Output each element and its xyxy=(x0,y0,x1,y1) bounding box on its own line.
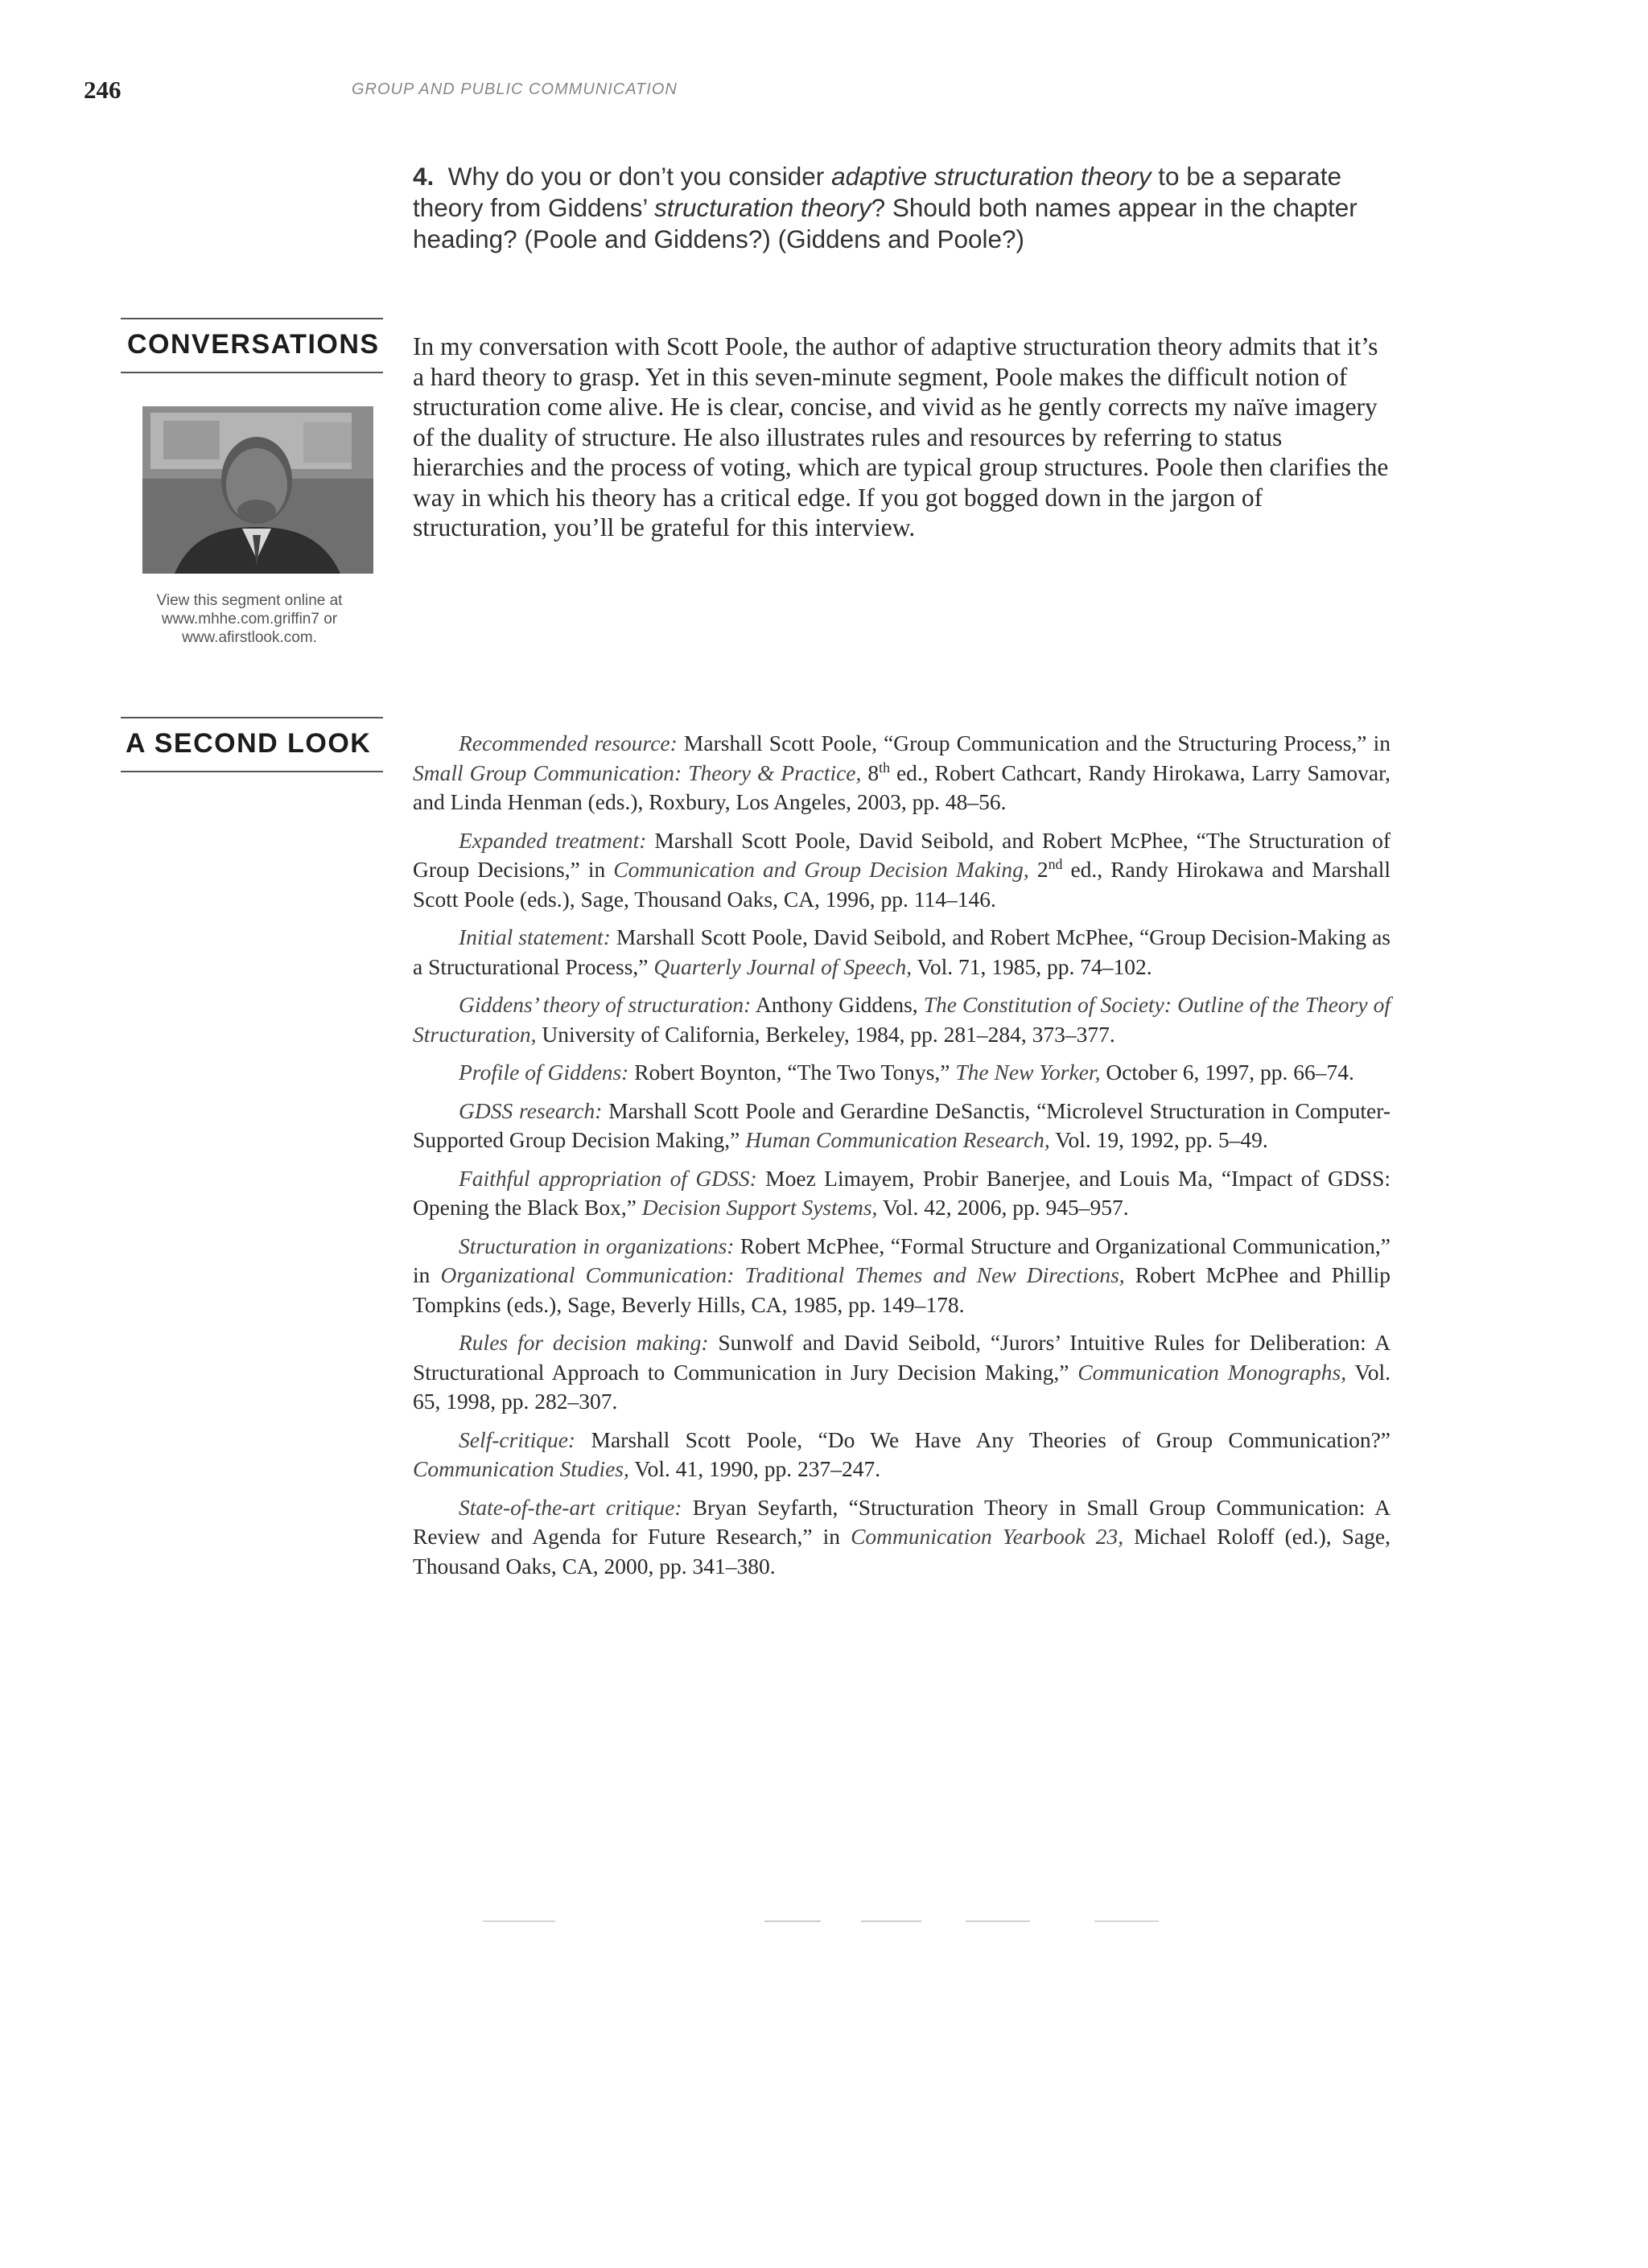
reference-text: Marshall Scott Poole, David Seibold, and Robert McPhee, “Group Decision-Making as a Structurational Process,” xyxy=(413,924,1390,979)
running-head: GROUP AND PUBLIC COMMUNICATION xyxy=(352,80,678,98)
reference-label: Rules for decision making: xyxy=(459,1330,709,1355)
reference-entry xyxy=(413,990,1390,1049)
question-term-b: structuration theory xyxy=(653,193,871,222)
reference-label: Faithful appropriation of GDSS: xyxy=(459,1165,757,1191)
reference-entry xyxy=(413,1232,1390,1320)
reference-entry xyxy=(413,923,1390,982)
reference-text: ed., Robert Cathcart, Randy Hirokawa, Larry Samovar, and Linda Henman (eds.), Roxbury, Los Angeles, 2003, pp. 48–56. xyxy=(413,759,1390,814)
reference-source-title: Organizational Communication: Traditional Themes and New Directions, xyxy=(440,1262,1125,1287)
reference-entry xyxy=(413,1328,1390,1417)
reference-text: Marshall Scott Poole and Gerardine DeSanctis, “Microlevel Structuration in Computer-Supported Group Decision Making,” xyxy=(413,1097,1390,1152)
reference-label: Structuration in organizations: xyxy=(459,1233,735,1258)
question-text-c: ? Should both names appear in the chapter heading? (Poole and Giddens?) (Giddens and Poole?) xyxy=(413,193,1358,253)
reference-entry xyxy=(413,1097,1390,1155)
reference-label: State-of-the-art critique: xyxy=(459,1494,682,1520)
discussion-question xyxy=(413,161,1390,255)
reference-source-title: Communication Monographs, xyxy=(1077,1359,1347,1385)
reference-source-title: The New Yorker, xyxy=(955,1060,1101,1085)
reference-label: Expanded treatment: xyxy=(459,827,647,853)
reference-superscript: nd xyxy=(1048,855,1063,872)
reference-source-title: Human Communication Research, xyxy=(745,1127,1050,1152)
reference-text: Marshall Scott Poole, “Group Communication and the Structuring Process,” in xyxy=(677,731,1390,755)
reference-text: October 6, 1997, pp. 66–74. xyxy=(1100,1060,1354,1085)
reference-text: Vol. 19, 1992, pp. 5–49. xyxy=(1049,1127,1268,1152)
reference-source-title: Communication and Group Decision Making, xyxy=(613,857,1029,882)
photo-caption: View this segment online at www.mhhe.com.griffin7 or www.afirstlook.com. xyxy=(156,592,343,646)
reference-text: University of California, Berkeley, 1984, pp. 281–284, 373–377. xyxy=(536,1021,1115,1047)
conversations-body: In my conversation with Scott Poole, the author of adaptive structuration theory admits that it’s a hard theory to grasp. Yet in this seven-minute segment, Poole makes the difficult notion of structuration come alive. He is clear, concise, and vivid as he gently corrects my naïve imagery of the duality of structure. He also illustrates rules and resources by referring to status hierarchies and the process of voting, which are typical group structures. Poole then clarifies the way in which his theory has a critical edge. If you got bogged down in the jargon of structuration, you’ll be grateful for this interview. xyxy=(413,332,1389,541)
reference-label: Recommended resource: xyxy=(459,731,678,755)
reference-text: Robert McPhee, “Formal Structure and Organizational Communication,” in xyxy=(413,1233,1390,1287)
conversations-heading: CONVERSATIONS xyxy=(121,318,383,373)
portrait-illustration xyxy=(142,406,373,574)
reference-source-title: Quarterly Journal of Speech, xyxy=(653,953,913,979)
reference-text: Moez Limayem, Probir Banerjee, and Louis Ma, “Impact of GDSS: Opening the Black Box,” xyxy=(413,1165,1390,1220)
question-text-a: Why do you or don’t you consider xyxy=(447,162,832,191)
reference-source-title: Decision Support Systems, xyxy=(641,1195,878,1220)
reference-label: Giddens’ theory of structuration: xyxy=(459,992,752,1017)
reference-label: Initial statement: xyxy=(459,924,611,949)
question-term-a: adaptive structuration theory xyxy=(831,162,1152,191)
reference-text: Bryan Seyfarth, “Structuration Theory in Small Group Communication: A Review and Agenda for Future Research,” in xyxy=(413,1494,1390,1549)
reference-entry xyxy=(413,826,1390,915)
second-look-heading: A SECOND LOOK xyxy=(121,717,383,772)
reference-text: Anthony Giddens, xyxy=(751,992,924,1017)
reference-text: Michael Roloff (ed.), Sage, Thousand Oaks, CA, 2000, pp. 341–380. xyxy=(413,1524,1391,1579)
reference-label: Profile of Giddens: xyxy=(459,1060,629,1085)
reference-entry xyxy=(413,1426,1390,1484)
reference-superscript: th xyxy=(879,759,891,776)
question-text-b: to be a separate theory from Giddens’ xyxy=(413,162,1341,222)
reference-text: Vol. 71, 1985, pp. 74–102. xyxy=(912,953,1152,979)
reference-source-title: The Constitution of Society: Outline of the Theory of Structuration, xyxy=(413,992,1391,1047)
interview-photo[interactable] xyxy=(142,406,373,574)
reference-source-title: Communication Yearbook 23, xyxy=(851,1524,1124,1549)
reference-text: Robert Boynton, “The Two Tonys,” xyxy=(628,1060,956,1085)
reference-text: Marshall Scott Poole, “Do We Have Any Theories of Group Communication?” xyxy=(575,1426,1390,1452)
page-number: 246 xyxy=(84,76,122,104)
reference-entry xyxy=(413,1058,1390,1088)
reference-text: Sunwolf and David Seibold, “Jurors’ Intuitive Rules for Deliberation: A Structurational Approach to Communication in Jury Decision Making,” xyxy=(413,1330,1390,1385)
reference-text: Robert McPhee and Phillip Tompkins (eds.), Sage, Beverly Hills, CA, 1985, pp. 149–178. xyxy=(413,1262,1390,1317)
reference-list xyxy=(413,729,1390,1590)
reference-source-title: Small Group Communication: Theory & Practice, xyxy=(413,759,862,785)
reference-text: Marshall Scott Poole, David Seibold, and Robert McPhee, “The Structuration of Group Decisions,” in xyxy=(413,827,1390,882)
question-number: 4. xyxy=(413,162,435,191)
reference-entry xyxy=(413,729,1390,817)
reference-entry xyxy=(413,1493,1390,1582)
reference-text: ed., Randy Hirokawa and Marshall Scott Poole (eds.), Sage, Thousand Oaks, CA, 1996, pp. 114–146. xyxy=(413,857,1390,912)
reference-text: Vol. 41, 1990, pp. 237–247. xyxy=(628,1456,881,1481)
reference-text: Vol. 65, 1998, pp. 282–307. xyxy=(413,1359,1390,1414)
reference-text: Vol. 42, 2006, pp. 945–957. xyxy=(877,1195,1129,1220)
reference-label: GDSS research: xyxy=(459,1097,603,1123)
footer-rule xyxy=(483,1919,1159,1924)
reference-text: 8 xyxy=(861,759,880,785)
reference-text: 2 xyxy=(1028,857,1049,882)
reference-entry xyxy=(413,1164,1390,1223)
reference-source-title: Communication Studies, xyxy=(413,1456,629,1481)
reference-label: Self-critique: xyxy=(459,1426,576,1452)
